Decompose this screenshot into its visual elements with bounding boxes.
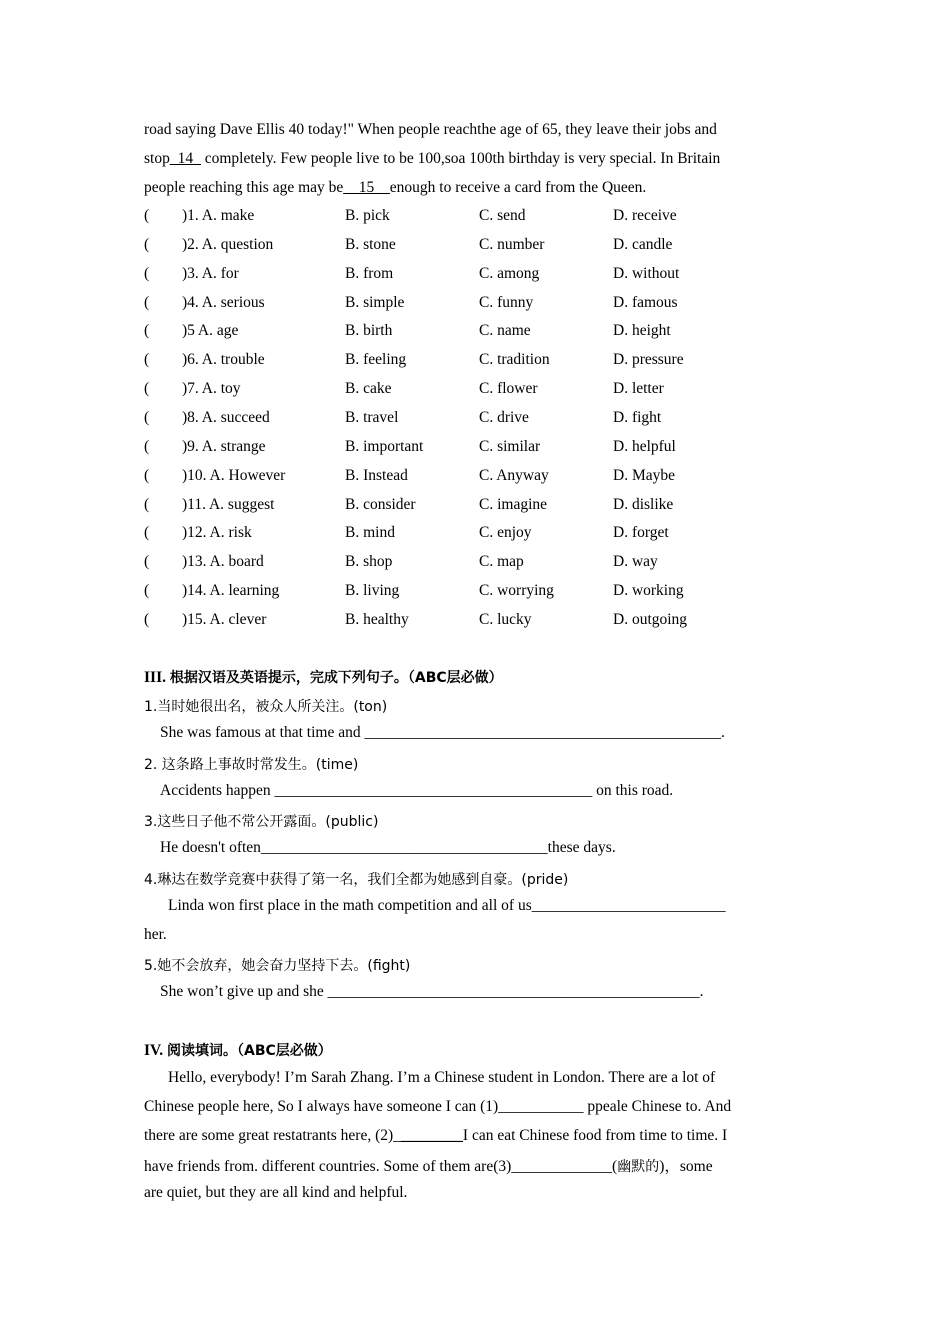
- option-row: [144, 523, 784, 543]
- option-d: D. without: [613, 265, 680, 282]
- option-d: D. forget: [613, 524, 669, 541]
- option-b: B. stone: [345, 236, 396, 253]
- passage-line: road saying Dave Ellis 40 today!" When people reachthe age of 65, they leave their jobs and: [144, 121, 717, 138]
- passage-text: people reaching this age may be: [144, 179, 344, 196]
- option-a: )9. A. strange: [182, 438, 266, 455]
- option-a: )15. A. clever: [182, 611, 267, 628]
- option-row: [144, 495, 784, 515]
- reading-text: I can eat Chinese food from time to time. I: [462, 1127, 728, 1144]
- reading-line: are quiet, but they are all kind and helpful.: [144, 1184, 408, 1201]
- option-c: C. flower: [479, 380, 538, 397]
- passage-text: enough to receive a card from the Queen.: [389, 179, 647, 196]
- reading-line: [144, 1126, 727, 1146]
- option-b: B. healthy: [345, 611, 409, 628]
- option-b: B. shop: [345, 553, 393, 570]
- answer-paren: (: [144, 207, 150, 224]
- answer-paren: (: [144, 265, 150, 282]
- option-row: [144, 293, 784, 313]
- passage-line: [144, 178, 646, 198]
- option-a: )11. A. suggest: [182, 496, 275, 513]
- option-a: )10. A. However: [182, 467, 286, 484]
- option-row: [144, 581, 784, 601]
- option-a: )7. A. toy: [182, 380, 241, 397]
- reading-text: )，some: [659, 1158, 713, 1175]
- answer-paren: (: [144, 409, 150, 426]
- option-b: B. consider: [345, 496, 416, 513]
- reading-line: [144, 1157, 713, 1177]
- sentence-prompt-2: 2. 这条路上事故时常发生。(time): [144, 757, 359, 773]
- option-row: [144, 552, 784, 572]
- blank-14: _14_: [169, 150, 201, 167]
- option-a: )3. A. for: [182, 265, 239, 282]
- option-a: )6. A. trouble: [182, 351, 265, 368]
- option-b: B. important: [345, 438, 424, 455]
- answer-paren: (: [144, 611, 150, 628]
- option-b: B. Instead: [345, 467, 408, 484]
- passage-text: completely. Few people live to be 100,soa 100th birthday is very special. In Britain: [200, 150, 721, 167]
- option-d: D. receive: [613, 207, 677, 224]
- sentence-answer-2: Accidents happen _________________________________________ on this road.: [160, 782, 674, 799]
- option-d: D. dislike: [613, 496, 674, 513]
- option-row: [144, 379, 784, 399]
- option-c: C. among: [479, 265, 540, 282]
- option-b: B. simple: [345, 294, 405, 311]
- option-b: B. birth: [345, 322, 393, 339]
- option-b: B. travel: [345, 409, 399, 426]
- option-a: )14. A. learning: [182, 582, 280, 599]
- answer-paren: (: [144, 496, 150, 513]
- option-a: )1. A. make: [182, 207, 255, 224]
- option-d: D. pressure: [613, 351, 684, 368]
- sentence-prompt-3: 3.这些日子他不常公开露面。(public): [144, 814, 379, 830]
- heading-text: 阅读填词。（ABC层必做）: [166, 1043, 332, 1059]
- answer-paren: (: [144, 582, 150, 599]
- answer-paren: (: [144, 294, 150, 311]
- option-d: D. working: [613, 582, 684, 599]
- blank-2: ________: [400, 1127, 463, 1144]
- option-d: D. way: [613, 553, 658, 570]
- option-c: C. name: [479, 322, 531, 339]
- option-c: C. lucky: [479, 611, 532, 628]
- option-b: B. pick: [345, 207, 390, 224]
- option-d: D. fight: [613, 409, 662, 426]
- sentence-answer-4: Linda won first place in the math competition and all of us_________________________: [168, 897, 726, 914]
- option-a: )4. A. serious: [182, 294, 265, 311]
- passage-text: stop: [144, 150, 170, 167]
- section-heading-iii: [144, 668, 503, 688]
- reading-line: Chinese people here, So I always have someone I can (1)___________ ppeale Chinese to. And: [144, 1098, 732, 1115]
- sentence-prompt-5: 5.她不会放弃，她会奋力坚持下去。(fight): [144, 958, 411, 974]
- reading-line: Hello, everybody! I’m Sarah Zhang. I’m a Chinese student in London. There are a lot of: [168, 1069, 716, 1086]
- option-b: B. feeling: [345, 351, 407, 368]
- option-row: [144, 466, 784, 486]
- option-c: C. tradition: [479, 351, 550, 368]
- option-d: D. Maybe: [613, 467, 675, 484]
- option-a: )13. A. board: [182, 553, 264, 570]
- sentence-answer-5: She won’t give up and she ________________________________________________.: [160, 983, 704, 1000]
- option-d: D. letter: [613, 380, 664, 397]
- option-d: D. outgoing: [613, 611, 688, 628]
- answer-paren: (: [144, 322, 150, 339]
- option-c: C. worrying: [479, 582, 554, 599]
- option-d: D. helpful: [613, 438, 676, 455]
- option-row: [144, 350, 784, 370]
- option-d: D. height: [613, 322, 671, 339]
- answer-paren: (: [144, 553, 150, 570]
- option-b: B. cake: [345, 380, 392, 397]
- sentence-answer-4-cont: her.: [144, 926, 167, 943]
- option-c: C. number: [479, 236, 545, 253]
- option-c: C. imagine: [479, 496, 548, 513]
- option-c: C. map: [479, 553, 524, 570]
- option-a: )12. A. risk: [182, 524, 252, 541]
- option-row: [144, 610, 784, 630]
- option-c: C. funny: [479, 294, 534, 311]
- option-b: B. from: [345, 265, 394, 282]
- passage-line: [144, 149, 720, 169]
- answer-paren: (: [144, 380, 150, 397]
- option-b: B. mind: [345, 524, 395, 541]
- reading-text: have friends from. different countries. Some of them are(3)_____________(: [144, 1158, 618, 1175]
- option-c: C. send: [479, 207, 526, 224]
- answer-paren: (: [144, 524, 150, 541]
- option-row: [144, 437, 784, 457]
- blank-15: __15__: [343, 179, 390, 196]
- section-heading-iv: [144, 1041, 332, 1061]
- option-row: [144, 264, 784, 284]
- reading-zh-hint: 幽默的: [617, 1159, 660, 1175]
- sentence-answer-1: She was famous at that time and ______________________________________________.: [160, 724, 725, 741]
- option-a: )8. A. succeed: [182, 409, 270, 426]
- answer-paren: (: [144, 467, 150, 484]
- option-a: )5 A. age: [182, 322, 239, 339]
- option-row: [144, 235, 784, 255]
- heading-number: III.: [144, 669, 166, 686]
- option-d: D. famous: [613, 294, 678, 311]
- option-c: C. drive: [479, 409, 529, 426]
- answer-paren: (: [144, 351, 150, 368]
- heading-number: IV.: [144, 1042, 164, 1059]
- option-c: C. similar: [479, 438, 541, 455]
- option-c: C. Anyway: [479, 467, 549, 484]
- answer-paren: (: [144, 236, 150, 253]
- option-row: [144, 408, 784, 428]
- sentence-answer-3: He doesn't often_____________________________________these days.: [160, 839, 616, 856]
- option-row: [144, 321, 784, 341]
- sentence-prompt-4: 4.琳达在数学竞赛中获得了第一名，我们全都为她感到自豪。(pride): [144, 872, 569, 888]
- answer-paren: (: [144, 438, 150, 455]
- option-a: )2. A. question: [182, 236, 274, 253]
- option-b: B. living: [345, 582, 400, 599]
- heading-text: 根据汉语及英语提示，完成下列句子。（ABC层必做）: [169, 670, 503, 686]
- option-d: D. candle: [613, 236, 673, 253]
- reading-text: there are some great restatrants here, (2)_: [144, 1127, 401, 1144]
- option-row: [144, 206, 784, 226]
- option-c: C. enjoy: [479, 524, 532, 541]
- sentence-prompt-1: 1.当时她很出名，被众人所关注。(ton): [144, 699, 388, 715]
